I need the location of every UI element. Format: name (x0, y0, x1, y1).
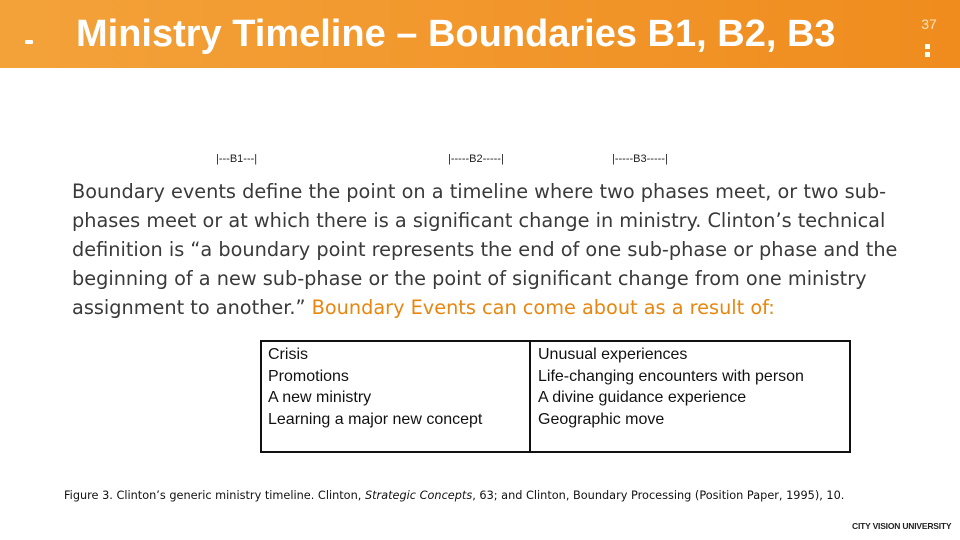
body-highlight: Boundary Events can come about as a result of: (311, 296, 775, 319)
bullet-marker (25, 40, 33, 44)
causes-table (260, 340, 851, 453)
body-paragraph (72, 177, 942, 322)
cause-item: Geographic move (538, 410, 665, 428)
cause-item: Learning a major new concept (268, 410, 483, 428)
cause-item: Unusual experiences (538, 346, 688, 363)
nav-dots-icon (925, 44, 931, 60)
cause-item: Crisis (268, 346, 308, 363)
cause-item: Life-changing encounters with person (538, 367, 804, 385)
caption-suffix: , 63; and Clinton, Boundary Processing (Position Paper, 1995), 10. (472, 489, 845, 502)
table-divider (529, 342, 531, 451)
caption-prefix: Figure 3. Clinton’s generic ministry timeline. Clinton, (64, 489, 365, 502)
caption-book-title: Strategic Concepts (364, 489, 473, 502)
page-number: 37 (921, 16, 937, 32)
cause-item: A new ministry (268, 389, 372, 406)
figure-caption (64, 489, 844, 502)
slide-title: Ministry Timeline – Boundaries B1, B2, B3 (76, 13, 836, 55)
boundary-marker-b2: |-----B2-----| (448, 153, 504, 165)
boundary-marker-b1: |---B1---| (216, 153, 258, 165)
causes-column-right (538, 344, 804, 430)
cause-item: A divine guidance experience (538, 389, 747, 406)
causes-column-left (268, 344, 482, 430)
cause-item: Promotions (268, 367, 349, 385)
boundary-marker-b3: |-----B3-----| (612, 153, 668, 165)
body-text: Boundary events define the point on a timeline where two phases meet, or two sub-phases meet or at which there is a significant change in ministry. Clinton’s technical definition is “a boundary point represents the end of one sub-phase or phase and the beginning of a new sub-phase or the point of significant change from one ministry assignment to another.” (72, 180, 898, 319)
footer-logo: CITY VISION UNIVERSITY (852, 521, 952, 531)
